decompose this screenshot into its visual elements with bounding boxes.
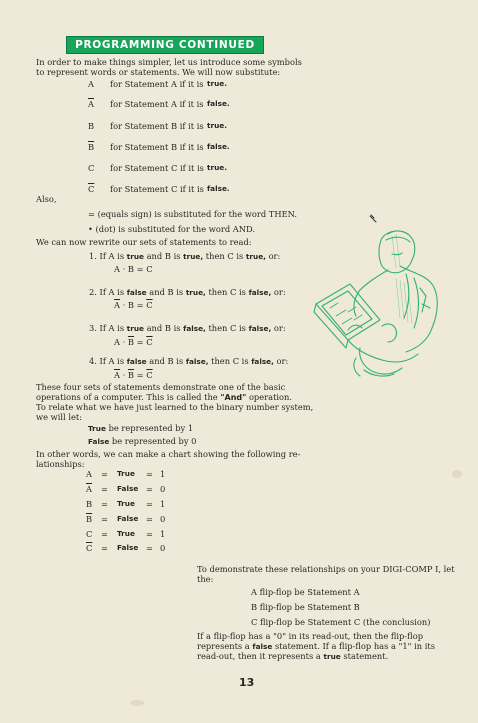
final-line-2: represents a false statement. If a flip-flop has a "1" in its <box>197 641 436 651</box>
paper-stain <box>130 700 144 706</box>
equation-2: $\overline{A} \cdot B = \overline{C}$ <box>114 300 153 310</box>
document-page: PROGRAMMING CONTINUED In order to make things simpler, let us introduce some symbols to represent words or statements. We will now substitute: A for Statement A if it is true. $\overline{A}$ for Statement A if it is false. B for Statement B if it is true. $\overline{B}$ for Statement B if it is false. C for Statement C if it is true. $\overline{C}$ for Statement C if it is false. Also, = (equals sign) is substituted for the word THEN. • (dot) is substituted for the word AND. We can now rewrite our sets of statements to read: 1. If A is true and B is true, then C is true, or: A · B = C 2. If A is false and B is true, then C is false, or: $\overline{A} \cdot B = \overline{C}$ 3. If A is true and B is false, then C is false, or: $A \cdot \overline{B} = \overline{C}$ 4. If A is false and B is false, then C is false, or: $\overline{A} \cdot \overline{B} = \overline{C}$ These four sets of statements demonstrate one of the basic operations of a computer. This is called the "And" operation. To relate what we have just learned to the binary number system, we will let: True be represented by 1 False be represented by 0 In other words, we can make a chart showing the following re- lationships: A = True = 1 $\overline{A}$ = False = 0 B = True = 1 $\overline{B}$ = False = 0 C = True = 1 $\overline{C}$ = False = 0 To demonstrate these relationships on your DIGI-COMP I, let the: A flip-flop be Statement A B flip-flop be Statement B C flip-flop be Statement C (the conclusion) If a flip-flop has a "0" in its read-out, then the flip-flop represents a false statement. If a flip-flop has a "1" in its read-out, then it represents a true statement. 13 <box>0 0 478 723</box>
page-number: 13 <box>239 676 255 689</box>
substitution-row: C for Statement C if it is true. <box>88 163 228 173</box>
chart-intro-line-1: In other words, we can make a chart showing the following re- <box>36 449 301 459</box>
paper-stain <box>452 470 462 478</box>
let-true: True be represented by 1 <box>88 423 194 433</box>
intro-line-1: In order to make things simpler, let us introduce some symbols <box>36 57 302 67</box>
equation-1: A · B = C <box>114 264 153 274</box>
statement-1: 1. If A is true and B is true, then C is true, or: <box>89 251 281 261</box>
rewrite-line: We can now rewrite our sets of statements to read: <box>36 237 252 247</box>
demo-line-1: To demonstrate these relationships on your DIGI-COMP I, let <box>197 564 455 574</box>
equation-3: $A \cdot \overline{B} = \overline{C}$ <box>114 337 153 347</box>
equation-4: $\overline{A} \cdot \overline{B} = \overline{C}$ <box>114 370 153 380</box>
substitution-row: $\overline{A}$ for Statement A if it is false. <box>88 99 230 109</box>
also-item-equals: = (equals sign) is substituted for the word THEN. <box>88 209 298 219</box>
substitution-row: B for Statement B if it is true. <box>88 121 228 131</box>
symbol: $\overline{A}$ <box>88 99 94 109</box>
symbol: $\overline{C}$ <box>88 184 95 194</box>
symbol: C <box>88 163 95 173</box>
flipflop-b: B flip-flop be Statement B <box>251 602 360 612</box>
flipflop-a: A flip-flop be Statement A <box>251 587 360 597</box>
section-title: PROGRAMMING CONTINUED <box>66 36 264 54</box>
substitution-row: $\overline{B}$ for Statement B if it is false. <box>88 142 230 152</box>
statement-4: 4. If A is false and B is false, then C is false, or: <box>89 356 289 366</box>
final-line-3: read-out, then it represents a true statement. <box>197 651 389 661</box>
symbol: B <box>88 121 95 131</box>
let-false: False be represented by 0 <box>88 436 197 446</box>
summary-line-2: operations of a computer. This is called the "And" operation. <box>36 392 293 402</box>
summary-line-3: To relate what we have just learned to the binary number system, <box>36 402 314 412</box>
statement-2: 2. If A is false and B is true, then C is false, or: <box>89 287 286 297</box>
intro-line-2: to represent words or statements. We will now substitute: <box>36 67 281 77</box>
summary-line-4: we will let: <box>36 412 83 422</box>
symbol: $\overline{B}$ <box>88 142 95 152</box>
statement-3: 3. If A is true and B is false, then C is false, or: <box>89 323 286 333</box>
substitution-row: $\overline{C}$ for Statement C if it is false. <box>88 184 230 194</box>
substitution-row: A for Statement A if it is true. <box>88 79 228 89</box>
flipflop-c: C flip-flop be Statement C (the conclusion) <box>251 617 431 627</box>
also-item-dot: • (dot) is substituted for the word AND. <box>88 224 256 234</box>
final-line-1: If a flip-flop has a "0" in its read-out, then the flip-flop <box>197 631 424 641</box>
demo-line-2: the: <box>197 574 214 584</box>
summary-line-1: These four sets of statements demonstrate one of the basic <box>36 382 286 392</box>
boy-with-computer-illustration <box>296 208 446 388</box>
chart-intro-line-2: lationships: <box>36 459 85 469</box>
symbol: A <box>88 79 94 89</box>
also-label: Also, <box>36 194 57 204</box>
